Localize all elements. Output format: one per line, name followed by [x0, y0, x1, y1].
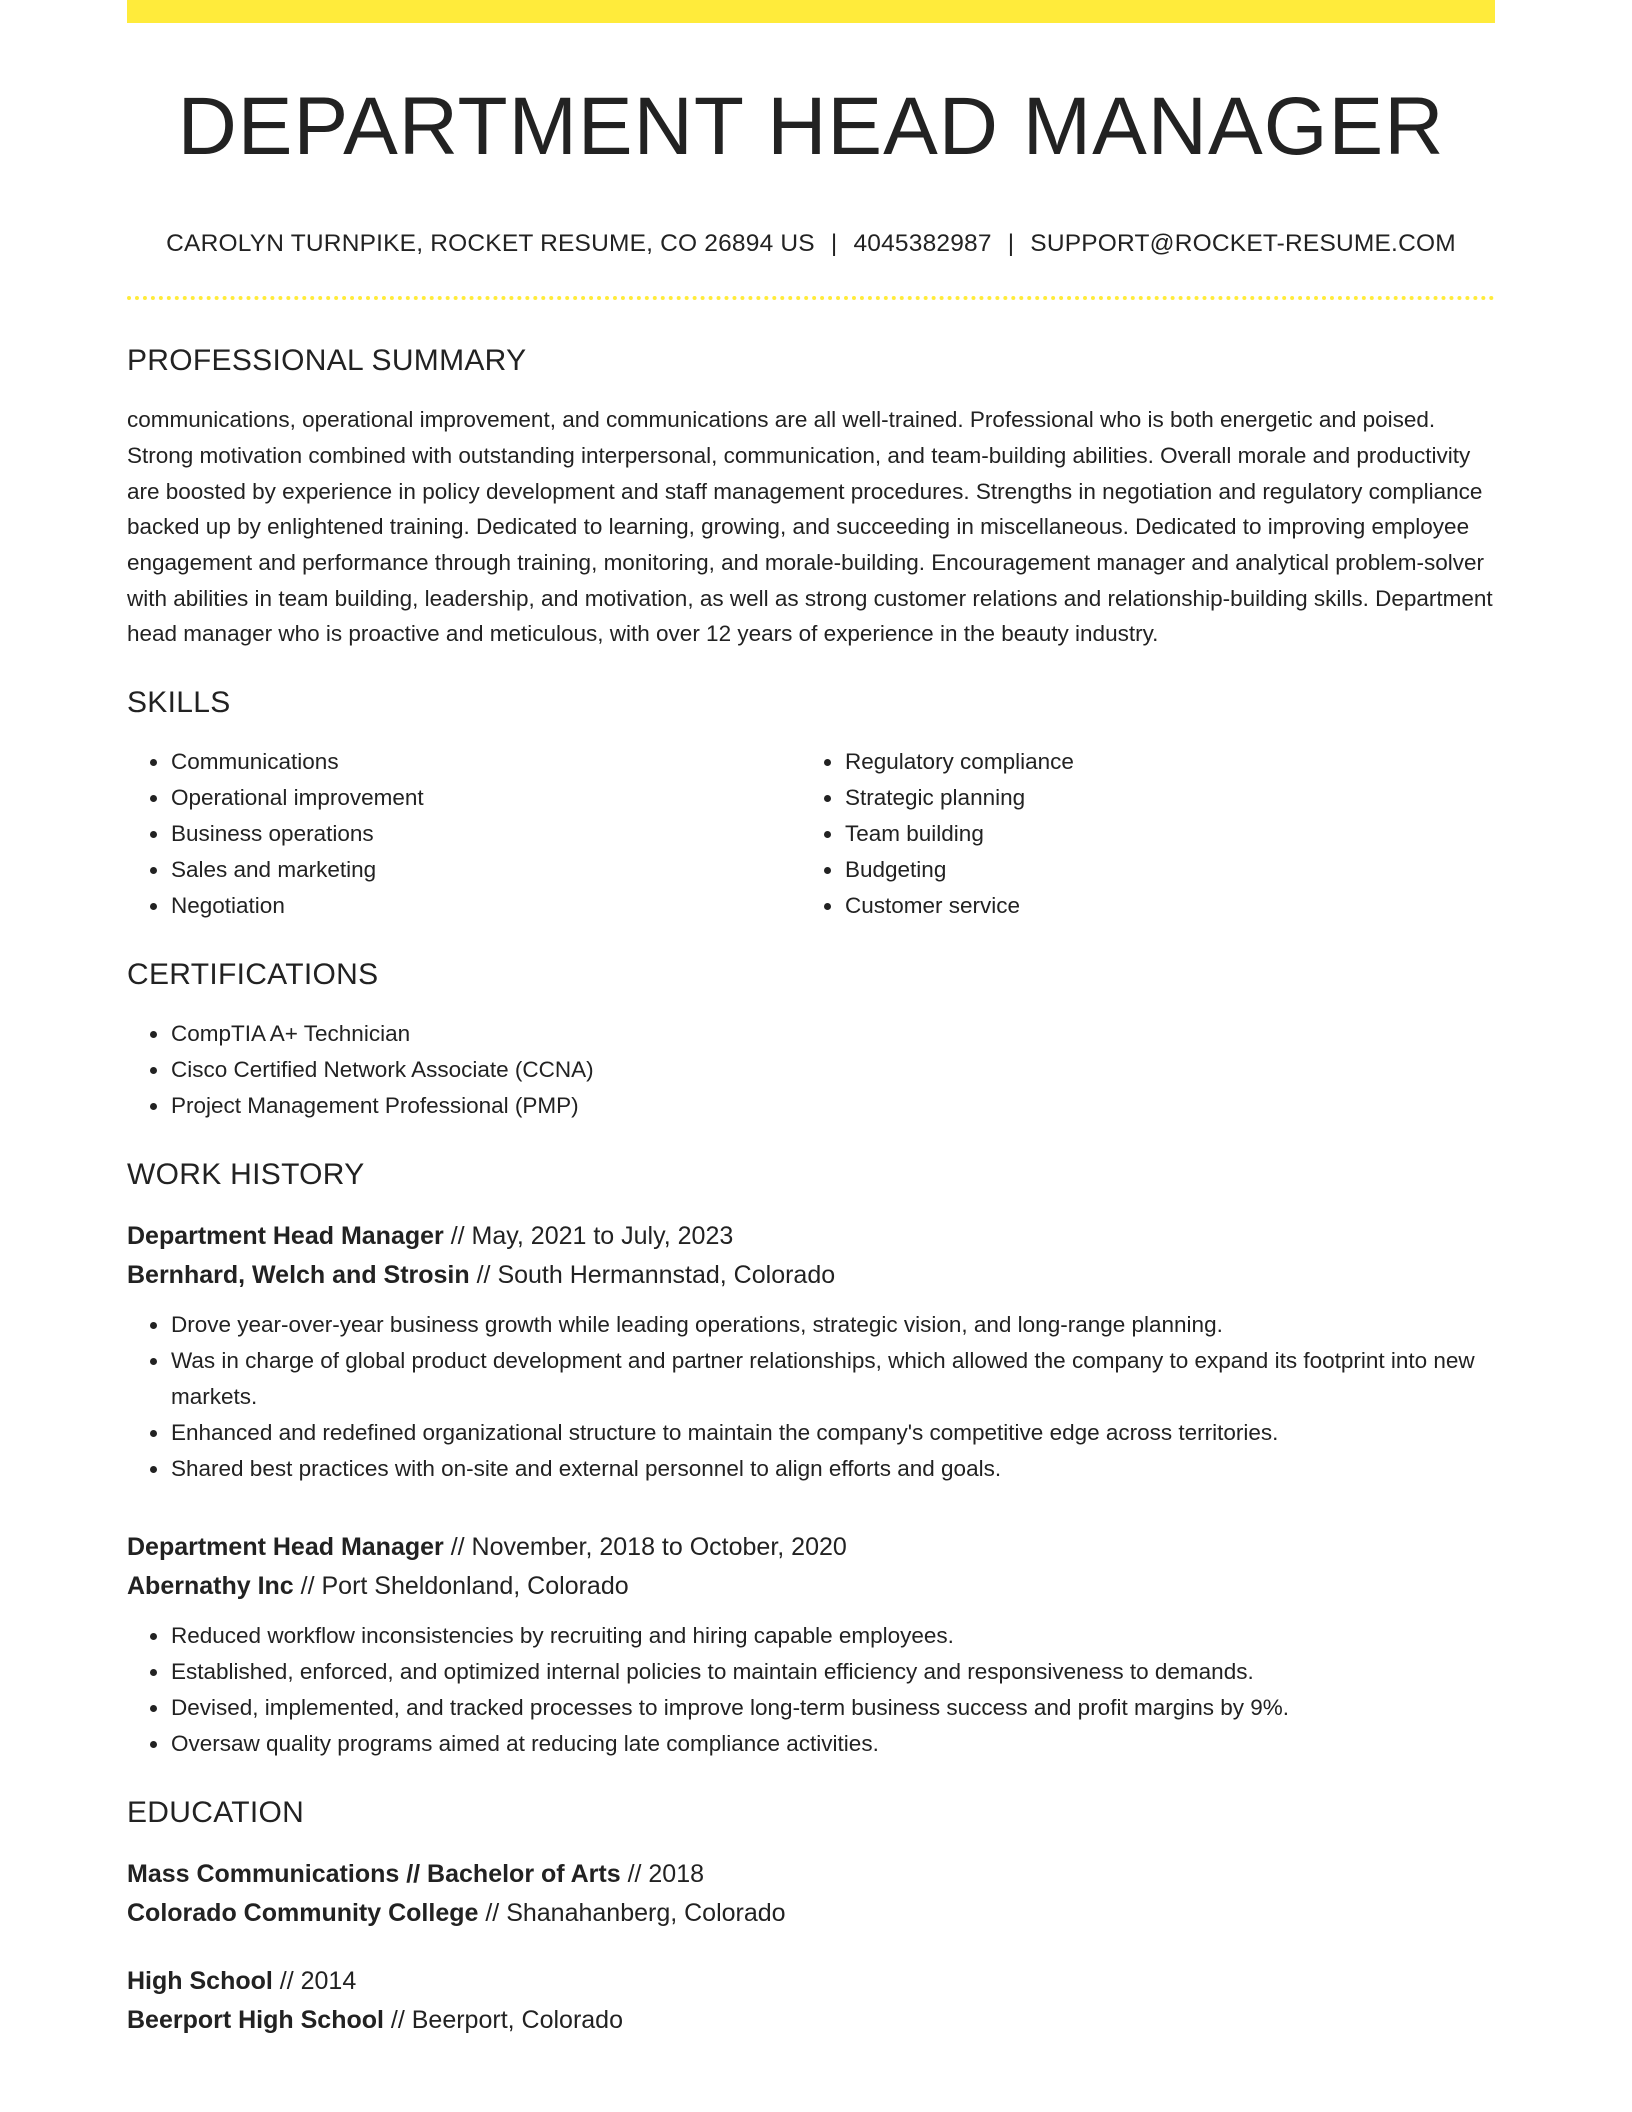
job-bullets: [127, 1307, 1495, 1487]
degree: High School: [127, 1967, 273, 1996]
job-bullet: • Shared best practices with on-site and external personnel to align efforts and goals.: [170, 1451, 1495, 1487]
job-title: Department Head Manager: [127, 1222, 444, 1251]
resume-page: [127, 0, 1495, 2040]
skills-column-right: [801, 744, 1475, 924]
job-dates: // May, 2021 to July, 2023: [443, 1222, 734, 1251]
school-line: [127, 2001, 1495, 2040]
contact-separator: |: [1007, 230, 1015, 258]
job-title-line: [127, 1528, 1495, 1567]
school-line: [127, 1894, 1495, 1933]
skill-item: • Communications: [170, 744, 801, 780]
degree: Mass Communications // Bachelor of Arts: [127, 1860, 621, 1889]
job-company-line: [127, 1567, 1495, 1606]
degree-line: [127, 1855, 1495, 1894]
job-title-line: [127, 1217, 1495, 1256]
skill-item: • Business operations: [170, 816, 801, 852]
contact-line: [127, 230, 1495, 258]
summary-section: [127, 344, 1495, 652]
job-location: // Port Sheldonland, Colorado: [293, 1572, 629, 1601]
job-bullet: • Was in charge of global product development and partner relationships, which allowed the company to expand its footprint into new markets.: [170, 1343, 1495, 1415]
skill-item: • Sales and marketing: [170, 852, 801, 888]
job-bullets: [127, 1618, 1495, 1762]
graduation-year: // 2018: [620, 1860, 705, 1889]
skill-item: • Negotiation: [170, 888, 801, 924]
certification-item: • Project Management Professional (PMP): [170, 1088, 1495, 1124]
school-name: Beerport High School: [127, 2006, 384, 2035]
skills-column-left: [127, 744, 801, 924]
job-company-line: [127, 1256, 1495, 1295]
school-name: Colorado Community College: [127, 1899, 479, 1928]
job-location: // South Hermannstad, Colorado: [469, 1261, 836, 1290]
skill-item: • Operational improvement: [170, 780, 801, 816]
job-bullet: • Oversaw quality programs aimed at reducing late compliance activities.: [170, 1726, 1495, 1762]
contact-address: CAROLYN TURNPIKE, ROCKET RESUME, CO 26894 US: [166, 230, 815, 258]
skills-list-right: [801, 744, 1475, 924]
job-bullet: • Drove year-over-year business growth while leading operations, strategic vision, and long-range planning.: [170, 1307, 1495, 1343]
education-entry: [127, 1855, 1495, 1933]
job-title: Department Head Manager: [127, 1533, 444, 1562]
education-heading: EDUCATION: [127, 1796, 305, 1830]
certification-item: • CompTIA A+ Technician: [170, 1016, 1495, 1052]
school-location: // Shanahanberg, Colorado: [478, 1899, 786, 1928]
summary-text: communications, operational improvement, and communications are all well-trained. Professional who is both energetic and poised. Strong motivation combined with outstanding interpersonal, communication, and team-building abilities. Overall morale and productivity are boosted by experience in policy development and staff management procedures. Strengths in negotiation and regulatory compliance backed up by enlightened training. Dedicated to learning, growing, and succeeding in miscellaneous. Dedicated to improving employee engagement and performance through training, monitoring, and morale-building. Encouragement manager and analytical problem-solver with abilities in team building, leadership, and motivation, as well as strong customer relations and relationship-building skills. Department head manager who is proactive and meticulous, with over 12 years of experience in the beauty industry.: [127, 407, 1493, 647]
job-dates: // November, 2018 to October, 2020: [443, 1533, 847, 1562]
degree-line: [127, 1962, 1495, 2001]
skill-item: • Strategic planning: [844, 780, 1475, 816]
skill-item: • Regulatory compliance: [844, 744, 1475, 780]
skill-item: • Customer service: [844, 888, 1475, 924]
skills-list-left: [127, 744, 801, 924]
certification-item: • Cisco Certified Network Associate (CCNA): [170, 1052, 1495, 1088]
accent-top-bar: [127, 0, 1495, 23]
job-bullet: • Enhanced and redefined organizational structure to maintain the company's competitive edge across territories.: [170, 1415, 1495, 1451]
job-bullet: • Devised, implemented, and tracked processes to improve long-term business success and profit margins by 9%.: [170, 1690, 1495, 1726]
job-bullet: • Established, enforced, and optimized internal policies to maintain efficiency and responsiveness to demands.: [170, 1654, 1495, 1690]
certifications-section: [127, 958, 1495, 1124]
certifications-heading: CERTIFICATIONS: [127, 958, 379, 992]
education-section: [127, 1796, 1495, 2040]
work-history-section: [127, 1158, 1495, 1762]
contact-email: SUPPORT@ROCKET-RESUME.COM: [1030, 230, 1456, 258]
skills-section: [127, 686, 1495, 924]
education-entry: [127, 1962, 1495, 2040]
school-location: // Beerport, Colorado: [383, 2006, 623, 2035]
graduation-year: // 2014: [272, 1967, 357, 1996]
skills-grid: [127, 744, 1495, 924]
contact-separator: |: [830, 230, 838, 258]
resume-title: DEPARTMENT HEAD MANAGER: [177, 81, 1445, 172]
skill-item: • Budgeting: [844, 852, 1475, 888]
summary-heading: PROFESSIONAL SUMMARY: [127, 344, 527, 378]
certifications-list: [127, 1016, 1495, 1124]
job-entry: [127, 1217, 1495, 1487]
skills-heading: SKILLS: [127, 686, 231, 720]
job-entry: [127, 1528, 1495, 1762]
contact-phone: 4045382987: [853, 230, 992, 258]
job-company: Abernathy Inc: [127, 1572, 294, 1601]
job-bullet: • Reduced workflow inconsistencies by recruiting and hiring capable employees.: [170, 1618, 1495, 1654]
work-history-heading: WORK HISTORY: [127, 1158, 365, 1192]
skill-item: • Team building: [844, 816, 1475, 852]
dotted-divider: [127, 296, 1495, 300]
job-company: Bernhard, Welch and Strosin: [127, 1261, 470, 1290]
